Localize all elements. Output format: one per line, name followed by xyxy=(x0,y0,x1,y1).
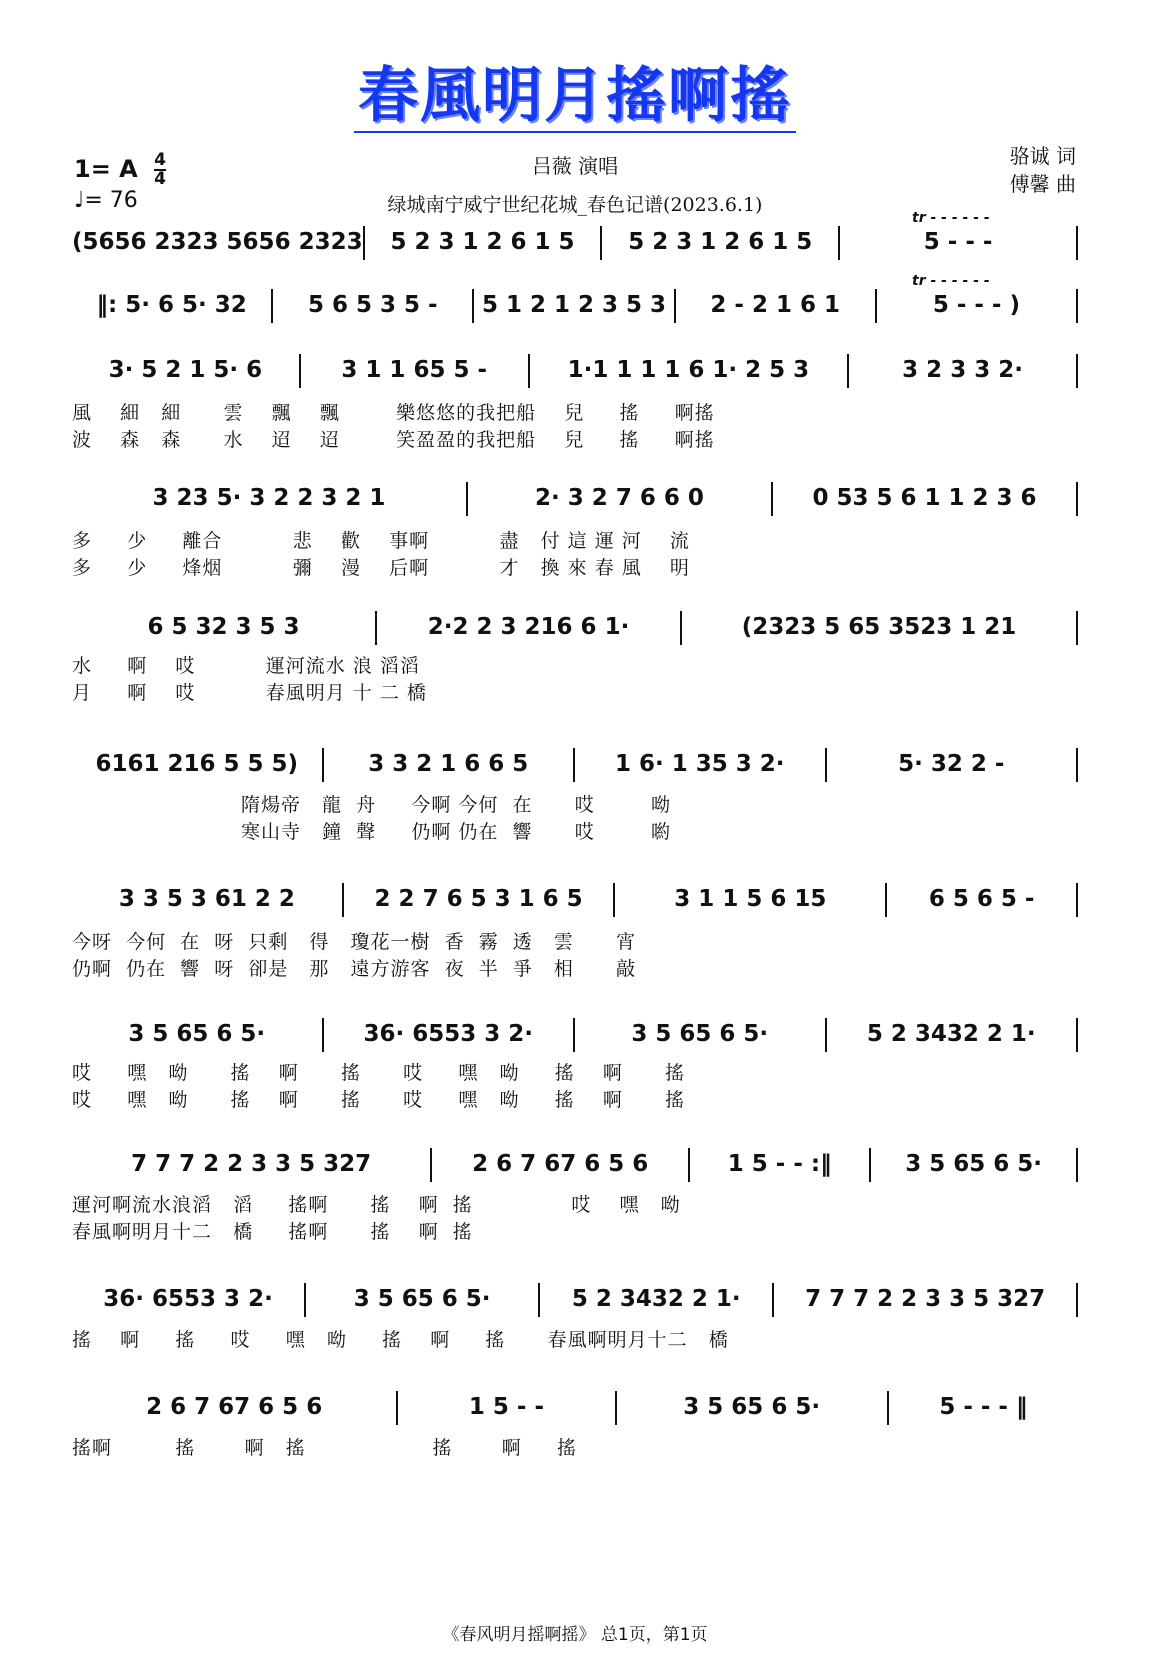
bar-line xyxy=(1076,748,1078,782)
time-signature: $\frac{4}{4}$ xyxy=(154,150,166,189)
measure: 3 1 1 65 5 - xyxy=(341,357,488,383)
measure: 1 6· 1 35 3 2· xyxy=(614,751,785,777)
bar-line xyxy=(1076,1018,1078,1052)
measure: 5 - - - ‖ xyxy=(939,1394,1028,1420)
bar-line xyxy=(1076,226,1078,260)
measure: 7 7 7 2 2 3 3 5 327 xyxy=(805,1286,1046,1312)
bar-line xyxy=(1076,611,1078,645)
measure: 3· 5 2 1 5· 6 xyxy=(108,357,263,383)
measure: 3 5 65 6 5· xyxy=(683,1394,821,1420)
measure: 3 5 65 6 5· xyxy=(128,1021,266,1047)
lyrics-verse-2: 仍啊 仍在 響 呀 卻是 那 遠方游客 夜 半 爭 相 敲 xyxy=(72,958,637,980)
trill-mark: tr - - - - - - xyxy=(912,273,990,289)
lyrics-verse-1: 搖啊 搖 啊 搖 搖 啊 搖 xyxy=(72,1437,577,1459)
measure: 3 2 3 3 2· xyxy=(902,357,1023,383)
lyrics-verse-1: 哎 嘿 呦 搖 啊 搖 哎 嘿 呦 搖 啊 搖 xyxy=(72,1062,686,1084)
lyrics-verse-2: 多 少 烽烟 彌 漫 后啊 才 換 來 春 風 明 xyxy=(72,557,690,579)
lyrics-verse-1: 多 少 離合 悲 歡 事啊 盡 付 這 運 河 流 xyxy=(72,530,690,552)
lyrics-verse-1: 風 細 細 雲 飄 飄 樂悠悠的我把船 兒 搖 啊搖 xyxy=(72,402,715,424)
bar-line xyxy=(1076,1148,1078,1182)
bar-line xyxy=(1076,289,1078,323)
measure: 5 2 3 1 2 6 1 5 xyxy=(390,229,575,255)
singer-credit: 吕薇 演唱 xyxy=(531,154,619,178)
measure: 3 3 5 3 61 2 2 xyxy=(118,886,295,912)
notation-line xyxy=(72,226,1078,260)
measure: 1·1 1 1 1 6 1· 2 5 3 xyxy=(567,357,810,383)
bar-line xyxy=(1076,1283,1078,1317)
bar-line xyxy=(1076,482,1078,516)
measure: 36· 6553 3 2· xyxy=(363,1021,534,1047)
measure: 5 - - - xyxy=(923,229,993,255)
notation-line xyxy=(72,289,1078,323)
lyrics-verse-2: 春風啊明月十二 橋 搖啊 搖 啊 搖 xyxy=(72,1221,473,1243)
page-footer: 《春风明月摇啊摇》 总1页，第1页 xyxy=(442,1625,708,1645)
notation-line xyxy=(72,1018,1078,1052)
measure: 5 - - - ) xyxy=(932,292,1020,318)
measure: 5· 32 2 - xyxy=(898,751,1005,777)
lyrics-verse-1: 今呀 今何 在 呀 只剩 得 瓊花一樹 香 霧 透 雲 宵 xyxy=(72,931,637,953)
measure: 3 3 2 1 6 6 5 xyxy=(368,751,529,777)
bar-line xyxy=(1076,883,1078,917)
measure: 5 2 3432 2 1· xyxy=(866,1021,1036,1047)
measure: 5 6 5 3 5 - xyxy=(308,292,438,318)
measure: 1 5 - - xyxy=(468,1394,544,1420)
measure: 6 5 32 3 5 3 xyxy=(147,614,300,640)
measure: 3 5 65 6 5· xyxy=(631,1021,769,1047)
measure: (5656 2323 5656 2323 xyxy=(72,229,363,255)
lyrics-verse-1: 搖 啊 搖 哎 嘿 呦 搖 啊 搖 春風啊明月十二 橋 xyxy=(72,1329,729,1351)
measure: 2·2 2 3 216 6 1· xyxy=(427,614,630,640)
lyrics-verse-2: 哎 嘿 呦 搖 啊 搖 哎 嘿 呦 搖 啊 搖 xyxy=(72,1089,686,1111)
measure: 0 53 5 6 1 1 2 3 6 xyxy=(812,485,1037,511)
measure: 36· 6553 3 2· xyxy=(103,1286,273,1312)
measure: 2 2 7 6 5 3 1 6 5 xyxy=(374,886,583,912)
lyrics-verse-1: 水 啊 哎 運河流水 浪 滔滔 xyxy=(72,655,420,677)
measure: 7 7 7 2 2 3 3 5 327 xyxy=(131,1151,372,1177)
lyrics-verse-1: 隋煬帝 龍 舟 今啊 今何 在 哎 呦 xyxy=(72,794,672,816)
notation-line xyxy=(72,1283,1078,1317)
measure: 2 6 7 67 6 5 6 xyxy=(146,1394,323,1420)
notation-line xyxy=(72,611,1078,645)
lyricist-credit: 骆诚 词 xyxy=(1009,144,1076,168)
measure: 3 1 1 5 6 15 xyxy=(674,886,827,912)
lyrics-verse-2: 波 森 森 水 迢 迢 笑盈盈的我把船 兒 搖 啊搖 xyxy=(72,429,715,451)
measure: ‖: 5· 6 5· 32 xyxy=(96,292,247,318)
measure: 6 5 6 5 - xyxy=(928,886,1035,912)
notation-line xyxy=(72,482,1078,516)
bar-line xyxy=(1076,354,1078,388)
measure: 2 6 7 67 6 5 6 xyxy=(472,1151,649,1177)
song-title: 春風明月搖啊搖 xyxy=(0,48,1150,134)
notation-line xyxy=(72,354,1078,388)
notation-line xyxy=(72,1148,1078,1182)
measure: 2· 3 2 7 6 6 0 xyxy=(535,485,704,511)
measure: 5 1 2 1 2 3 5 3 xyxy=(481,292,667,318)
scribe-credit: 绿城南宁威宁世纪花城_春色记谱(2023.6.1) xyxy=(387,194,763,216)
composer-credit: 傅馨 曲 xyxy=(1009,172,1076,196)
notation-line xyxy=(72,748,1078,782)
measure: (2323 5 65 3523 1 21 xyxy=(741,614,1017,640)
measure: 3 5 65 6 5· xyxy=(905,1151,1043,1177)
notation-line xyxy=(72,1391,1078,1425)
lyrics-verse-2: 寒山寺 鐘 聲 仍啊 仍在 響 哎 喲 xyxy=(72,821,672,843)
trill-mark: tr - - - - - - xyxy=(912,210,990,226)
measure: 6161 216 5 5 5) xyxy=(95,751,299,777)
measure: 5 2 3432 2 1· xyxy=(571,1286,741,1312)
measure: 3 5 65 6 5· xyxy=(353,1286,491,1312)
measure: 1 5 - - :‖ xyxy=(727,1151,832,1177)
lyrics-verse-2: 月 啊 哎 春風明月 十 二 橋 xyxy=(72,682,427,704)
measure: 5 2 3 1 2 6 1 5 xyxy=(628,229,813,255)
notation-line xyxy=(72,883,1078,917)
tempo-marking: ♩= 76 xyxy=(74,188,138,213)
key-signature: 1= A $\frac{4}{4}$ xyxy=(74,150,166,189)
measure: 2 - 2 1 6 1 xyxy=(710,292,841,318)
lyrics-verse-1: 運河啊流水浪滔 滔 搖啊 搖 啊 搖 哎 嘿 呦 xyxy=(72,1194,681,1216)
measure: 3 23 5· 3 2 2 3 2 1 xyxy=(152,485,386,511)
